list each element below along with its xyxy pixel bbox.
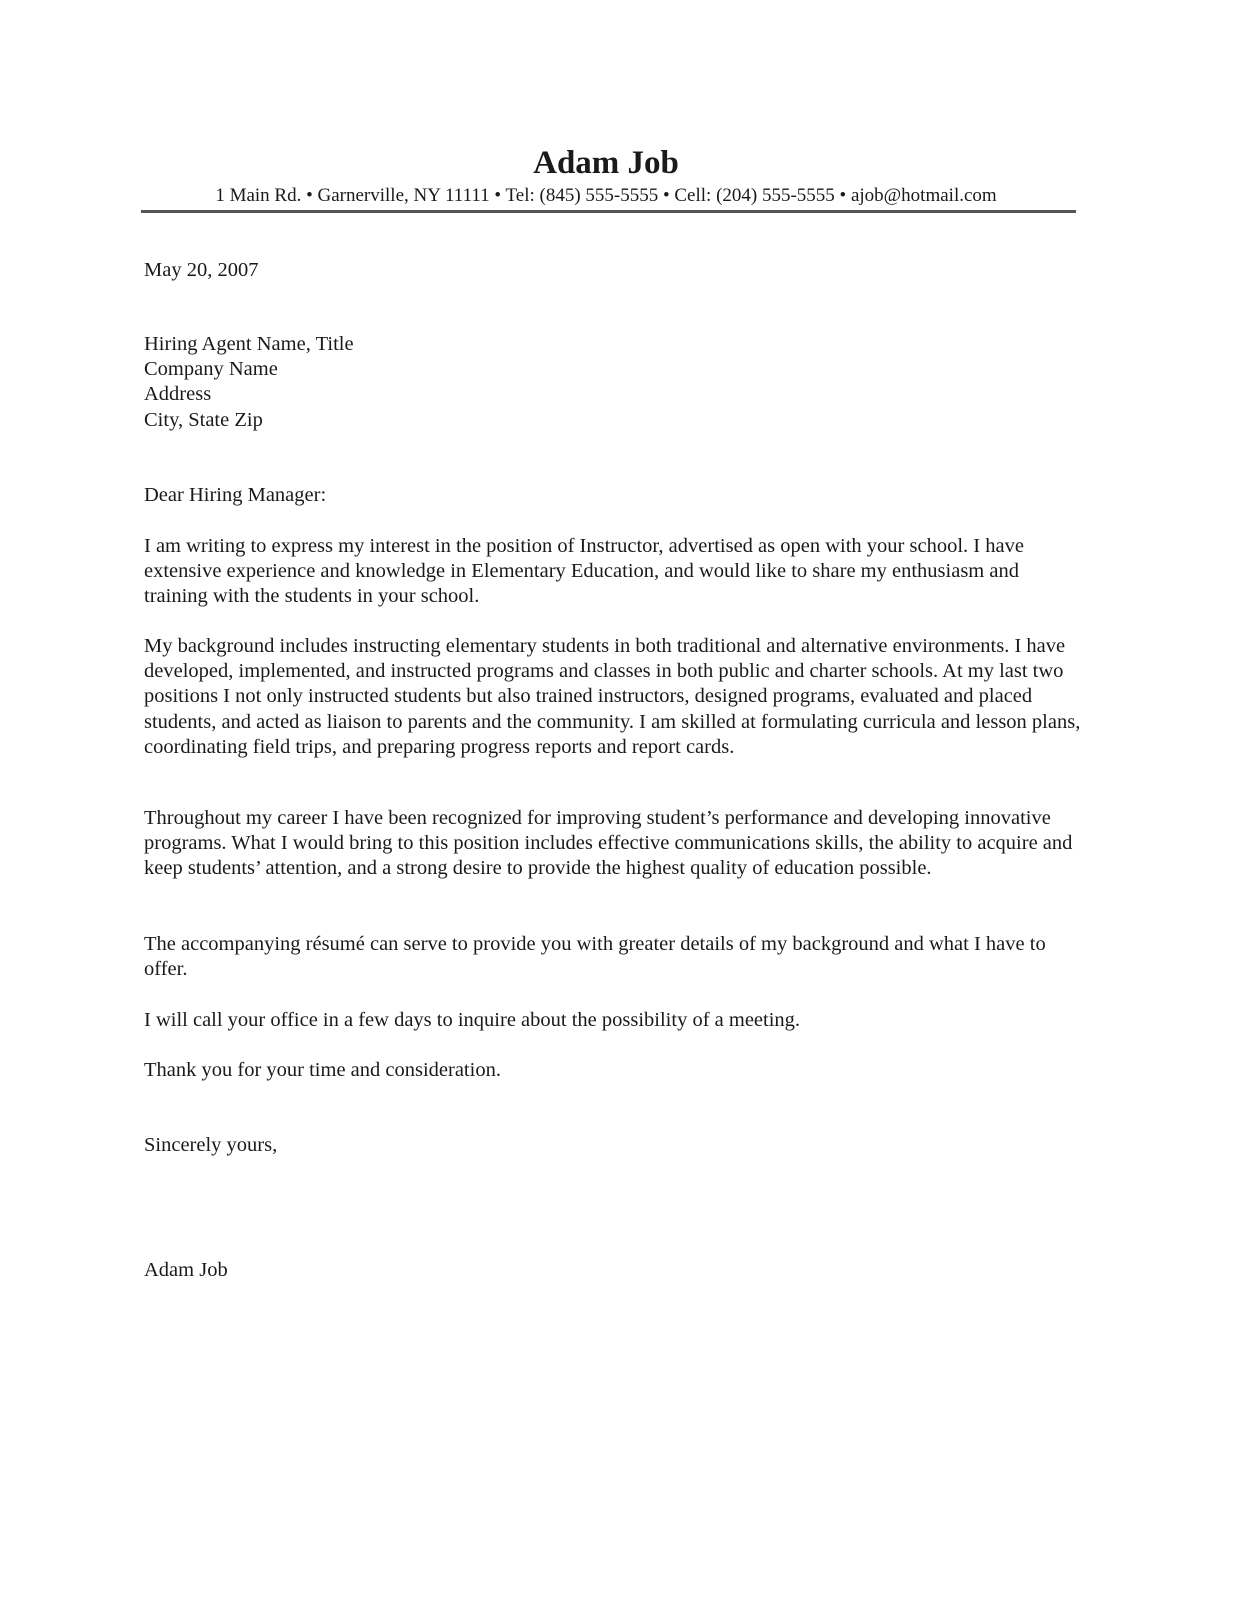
- letter-date: May 20, 2007: [144, 259, 259, 281]
- letterhead-divider: [141, 210, 1076, 213]
- recipient-street: Address: [144, 383, 212, 406]
- body-paragraph-4: The accompanying résumé can serve to provide you with greater details of my background and what I have to offer.: [144, 933, 1046, 981]
- salutation: Dear Hiring Manager:: [144, 484, 327, 506]
- recipient-address: [144, 332, 1084, 433]
- recipient-city-state-zip: City, State Zip: [144, 408, 263, 431]
- sender-name: Adam Job: [533, 145, 679, 181]
- recipient-name-title: Hiring Agent Name, Title: [144, 333, 354, 355]
- sender-contact-line: 1 Main Rd. • Garnerville, NY 11111 • Tel: (845) 555-5555 • Cell: (204) 555-5555 • ajob@hotmail.com: [215, 185, 997, 206]
- body-paragraph-3: Throughout my career I have been recognized for improving student’s performance and developing innovative programs. What I would bring to this position includes effective communications skills, the ability to acquire and keep students’ attention, and a strong desire to provide the highest quality of education possible.: [144, 807, 1073, 880]
- signature-name: Adam Job: [144, 1259, 228, 1281]
- recipient-company: Company Name: [144, 358, 278, 381]
- closing: Sincerely yours,: [144, 1134, 278, 1156]
- body-paragraph-1: I am writing to express my interest in the position of Instructor, advertised as open with your school. I have extensive experience and knowledge in Elementary Education, and would like to share my enthusiasm and training with the students in your school.: [144, 535, 1024, 608]
- body-paragraph-6: Thank you for your time and consideration.: [144, 1059, 501, 1081]
- body-paragraph-2: My background includes instructing elementary students in both traditional and alternative environments. I have developed, implemented, and instructed programs and classes in both public and charter schools. At my last two positions I not only instructed students but also trained instructors, designed programs, evaluated and placed students, and acted as liaison to parents and the community. I am skilled at formulating curricula and lesson plans, coordinating field trips, and preparing progress reports and report cards.: [144, 635, 1081, 758]
- body-paragraph-5: I will call your office in a few days to inquire about the possibility of a meeting.: [144, 1009, 801, 1031]
